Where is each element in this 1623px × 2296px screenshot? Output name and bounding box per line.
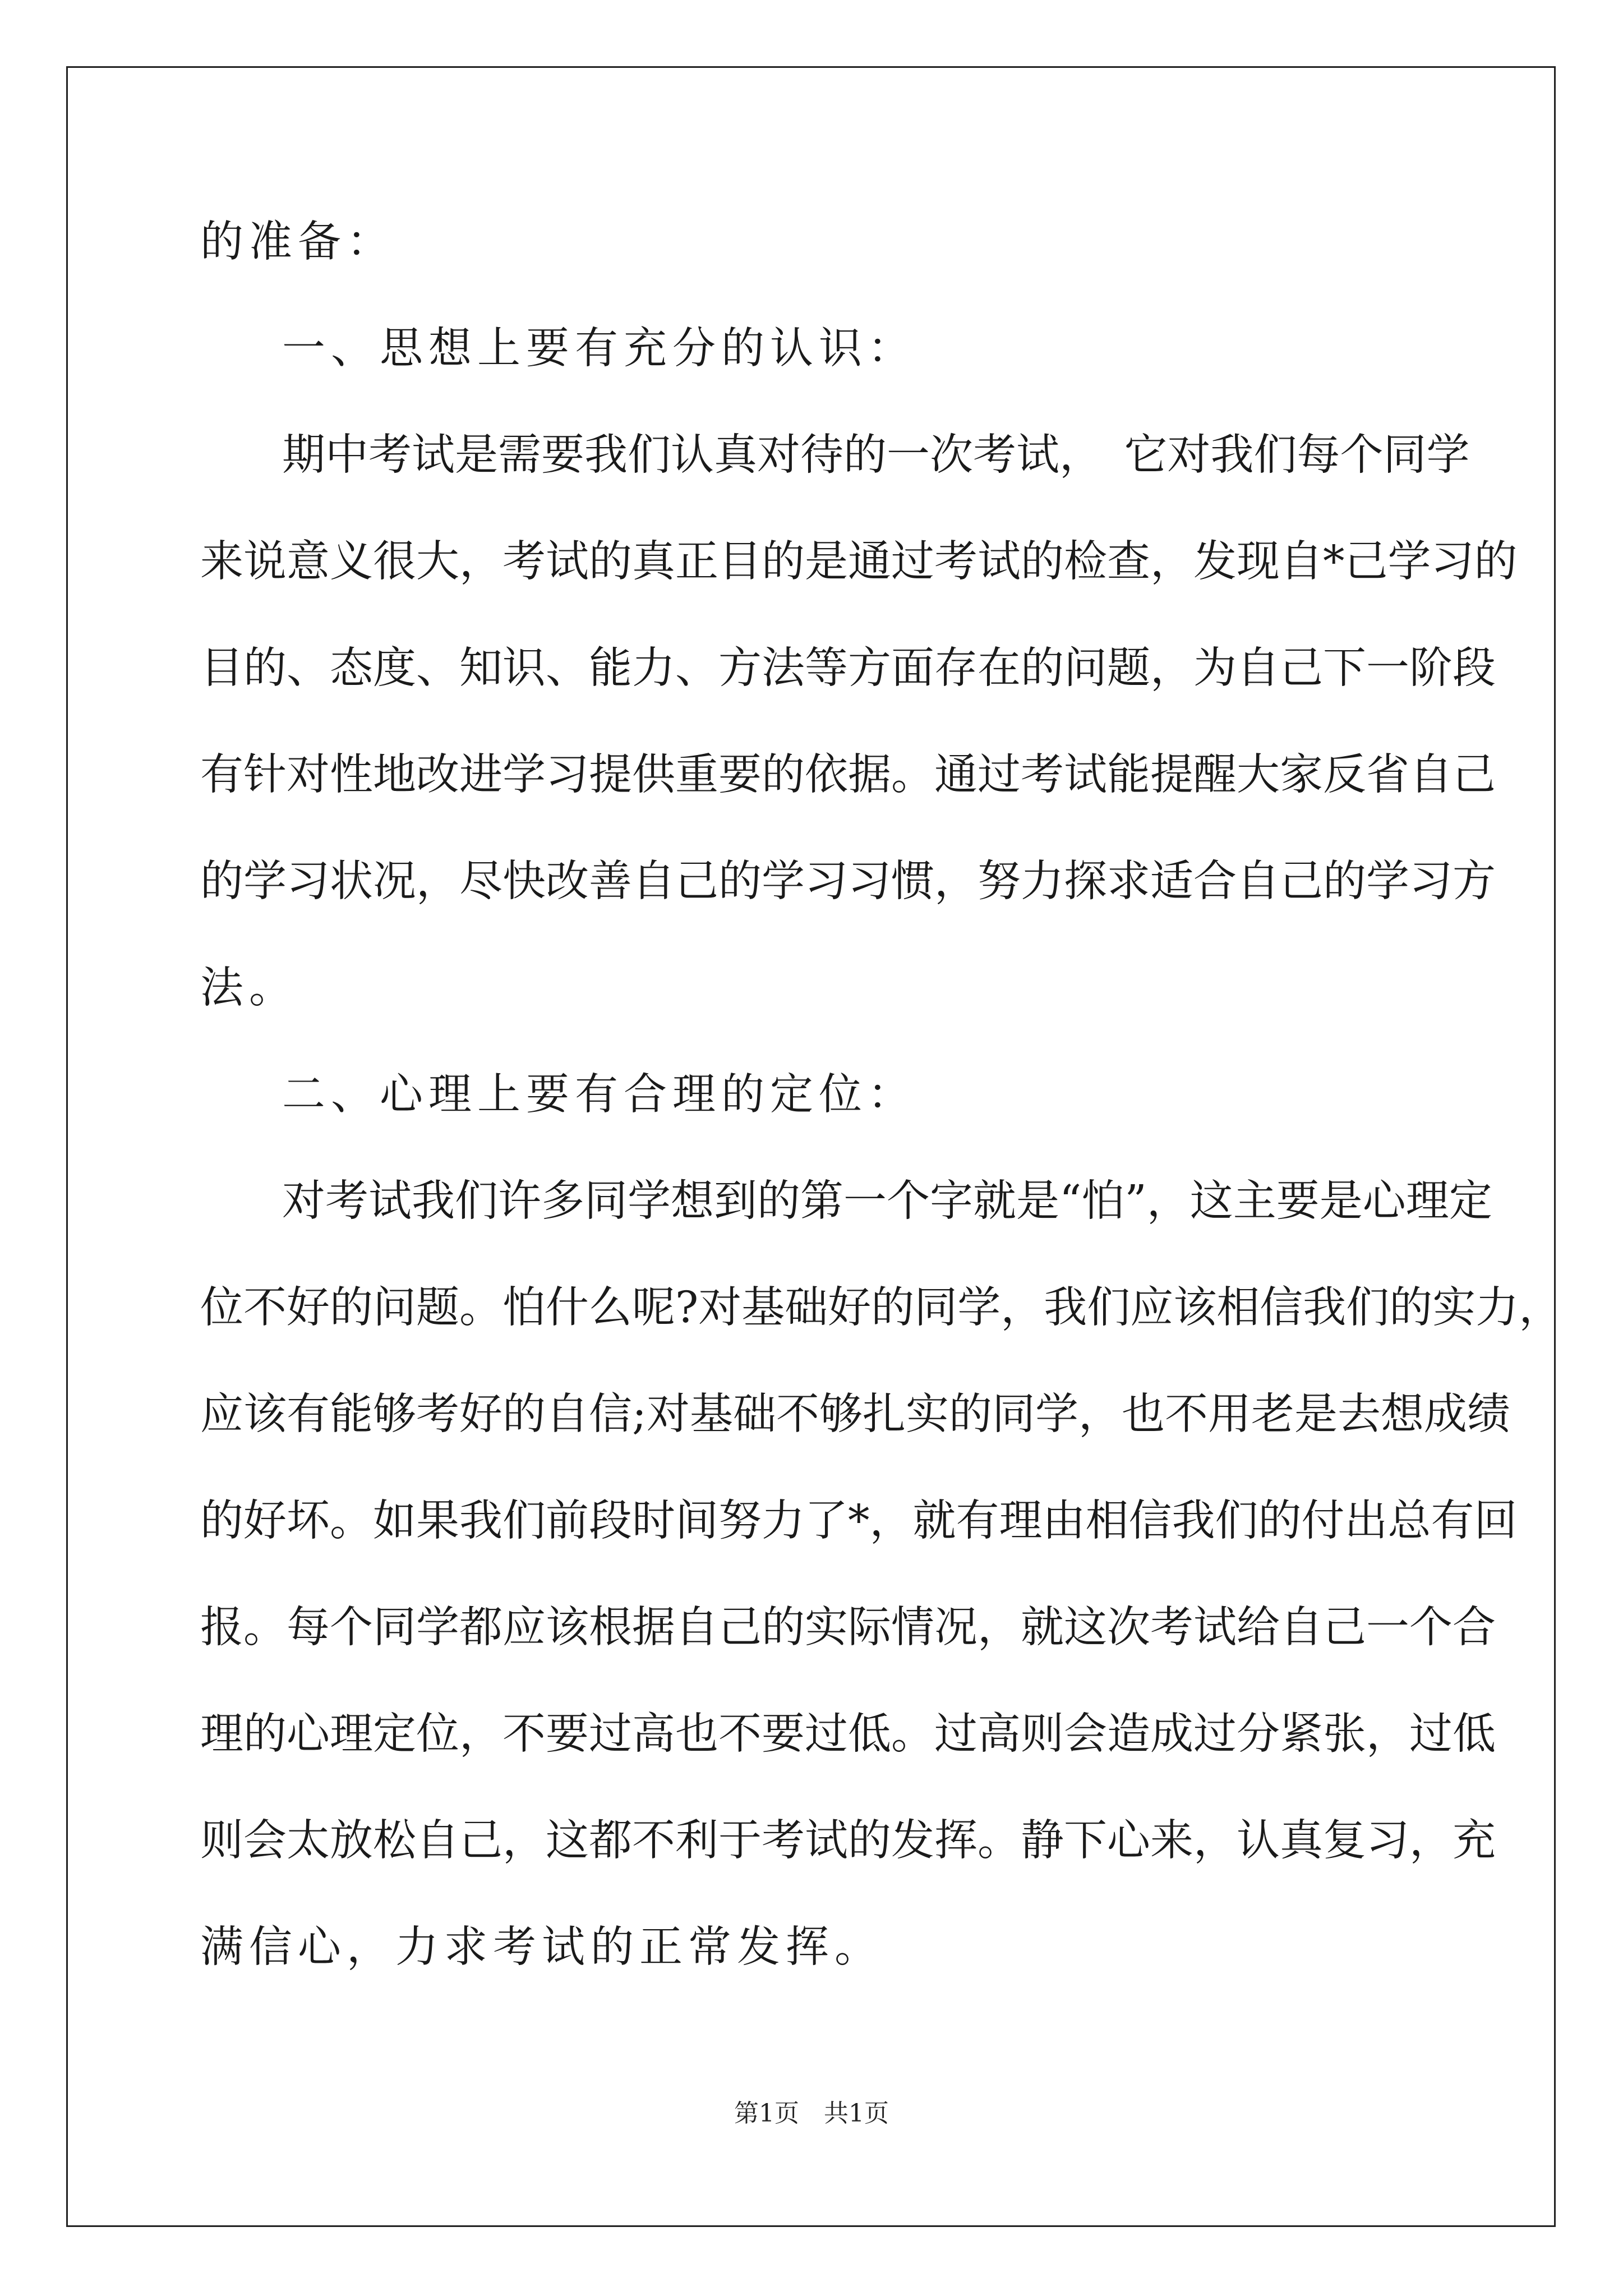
text-line: 的准备： (200, 217, 395, 267)
page-footer: 第1页 共1页 (734, 2099, 889, 2128)
text-line: 期中考试是需要我们认真对待的一次考试， 它对我们每个同学 (282, 430, 1470, 480)
text-line: 满信心，力求考试的正常发挥。 (200, 1922, 883, 1972)
text-line: 目的、态度、知识、能力、方法等方面存在的问题，为自己下一阶段 (200, 643, 1496, 693)
text-line: 的好坏。如果我们前段时间努力了*，就有理由相信我们的付出总有回 (200, 1496, 1518, 1546)
text-line: 应该有能够考好的自信;对基础不够扎实的同学，也不用老是去想成绩 (200, 1389, 1510, 1439)
text-line: 理的心理定位，不要过高也不要过低。过高则会造成过分紧张，过低 (200, 1709, 1496, 1759)
page-border (66, 66, 1562, 2227)
text-line: 有针对性地改进学习提供重要的依据。通过考试能提醒大家反省自己 (200, 750, 1496, 800)
text-line: 对考试我们许多同学想到的第一个字就是“怕”，这主要是心理定 (282, 1176, 1492, 1226)
text-line: 来说意义很大，考试的真正目的是通过考试的检查，发现自*己学习的 (200, 537, 1518, 587)
text-line: 位不好的问题。怕什么呢?对基础好的同学，我们应该相信我们的实力， (200, 1283, 1562, 1333)
text-line: 报。每个同学都应该根据自己的实际情况，就这次考试给自己一个合 (200, 1603, 1496, 1653)
text-line: 则会太放松自己，这都不利于考试的发挥。静下心来，认真复习，充 (200, 1816, 1496, 1866)
section-heading: 一、思想上要有充分的认识： (282, 324, 916, 374)
section-heading: 二、心理上要有合理的定位： (282, 1070, 916, 1120)
text-line: 法。 (200, 963, 298, 1013)
text-line: 的学习状况，尽快改善自己的学习习惯，努力探求适合自己的学习方 (200, 857, 1496, 907)
